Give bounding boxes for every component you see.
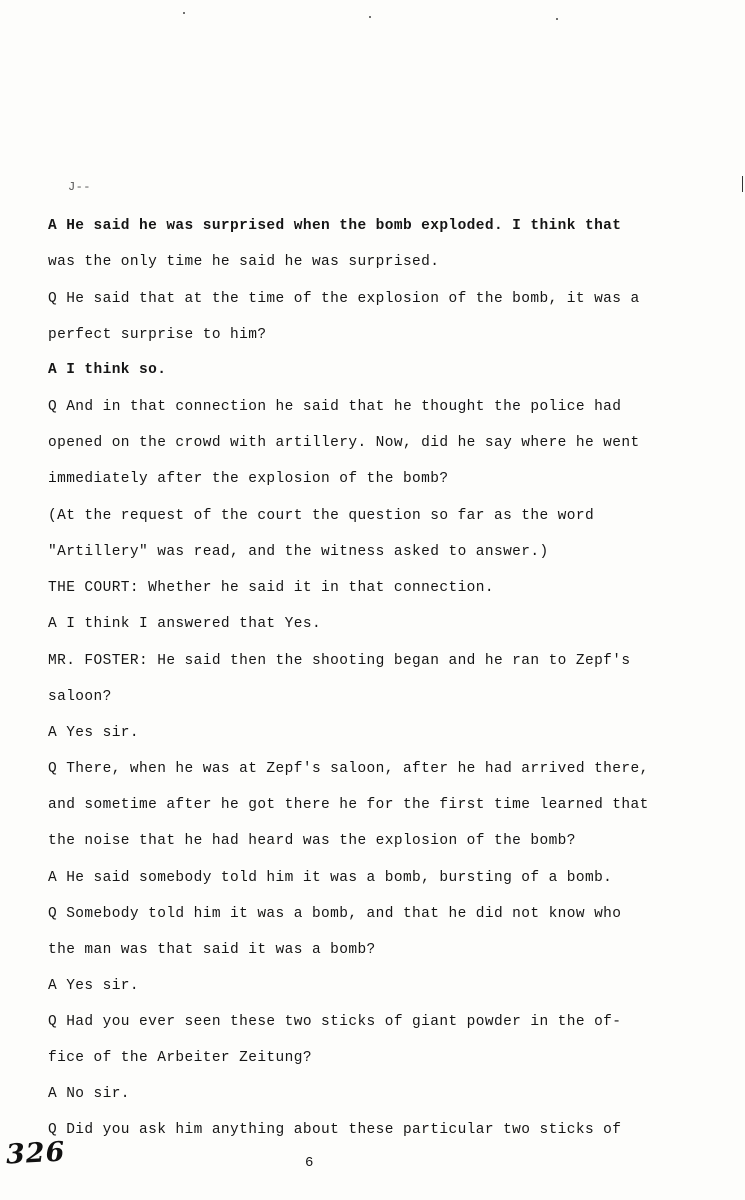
transcript-line-1: A He said he was surprised when the bomb exploded. I think that [48, 218, 622, 234]
scan-speck [183, 12, 185, 14]
transcript-line-25: A No sir. [48, 1086, 130, 1102]
page-number: 6 [305, 1155, 314, 1171]
transcript-line-19: A He said somebody told him it was a bomb, bursting of a bomb. [48, 870, 613, 886]
transcript-line-3: Q He said that at the time of the explosion of the bomb, it was a [48, 291, 640, 307]
transcript-line-22: A Yes sir. [48, 978, 140, 994]
transcript-line-23: Q Had you ever seen these two sticks of giant powder in the of- [48, 1014, 622, 1030]
transcript-line-4: perfect surprise to him? [48, 327, 267, 343]
transcript-line-26: Q Did you ask him anything about these particular two sticks of [48, 1122, 622, 1138]
transcript-line-8: immediately after the explosion of the bomb? [48, 471, 449, 487]
transcript-line-14: saloon? [48, 689, 112, 705]
transcript-line-18: the noise that he had heard was the explosion of the bomb? [48, 833, 576, 849]
transcript-line-17: and sometime after he got there he for the first time learned that [48, 797, 649, 813]
transcript-line-2: was the only time he said he was surprised. [48, 254, 440, 270]
transcript-line-12: A I think I answered that Yes. [48, 616, 322, 632]
scan-speck [369, 16, 371, 18]
transcript-line-7: opened on the crowd with artillery. Now, did he say where he went [48, 435, 640, 451]
header-marker: J-- [68, 180, 91, 194]
transcript-line-6: Q And in that connection he said that he thought the police had [48, 399, 622, 415]
transcript-line-13: MR. FOSTER: He said then the shooting began and he ran to Zepf's [48, 653, 631, 669]
handwritten-folio-number: 326 [5, 1136, 67, 1171]
transcript-line-16: Q There, when he was at Zepf's saloon, after he had arrived there, [48, 761, 649, 777]
transcript-line-24: fice of the Arbeiter Zeitung? [48, 1050, 312, 1066]
transcript-line-5: A I think so. [48, 362, 167, 378]
transcript-line-21: the man was that said it was a bomb? [48, 942, 376, 958]
transcript-line-10: "Artillery" was read, and the witness asked to answer.) [48, 544, 549, 560]
scan-speck [556, 18, 558, 20]
scan-edge-mark [742, 176, 743, 192]
transcript-line-9: (At the request of the court the question so far as the word [48, 508, 595, 524]
transcript-line-11: THE COURT: Whether he said it in that connection. [48, 580, 494, 596]
transcript-line-20: Q Somebody told him it was a bomb, and that he did not know who [48, 906, 622, 922]
transcript-line-15: A Yes sir. [48, 725, 140, 741]
